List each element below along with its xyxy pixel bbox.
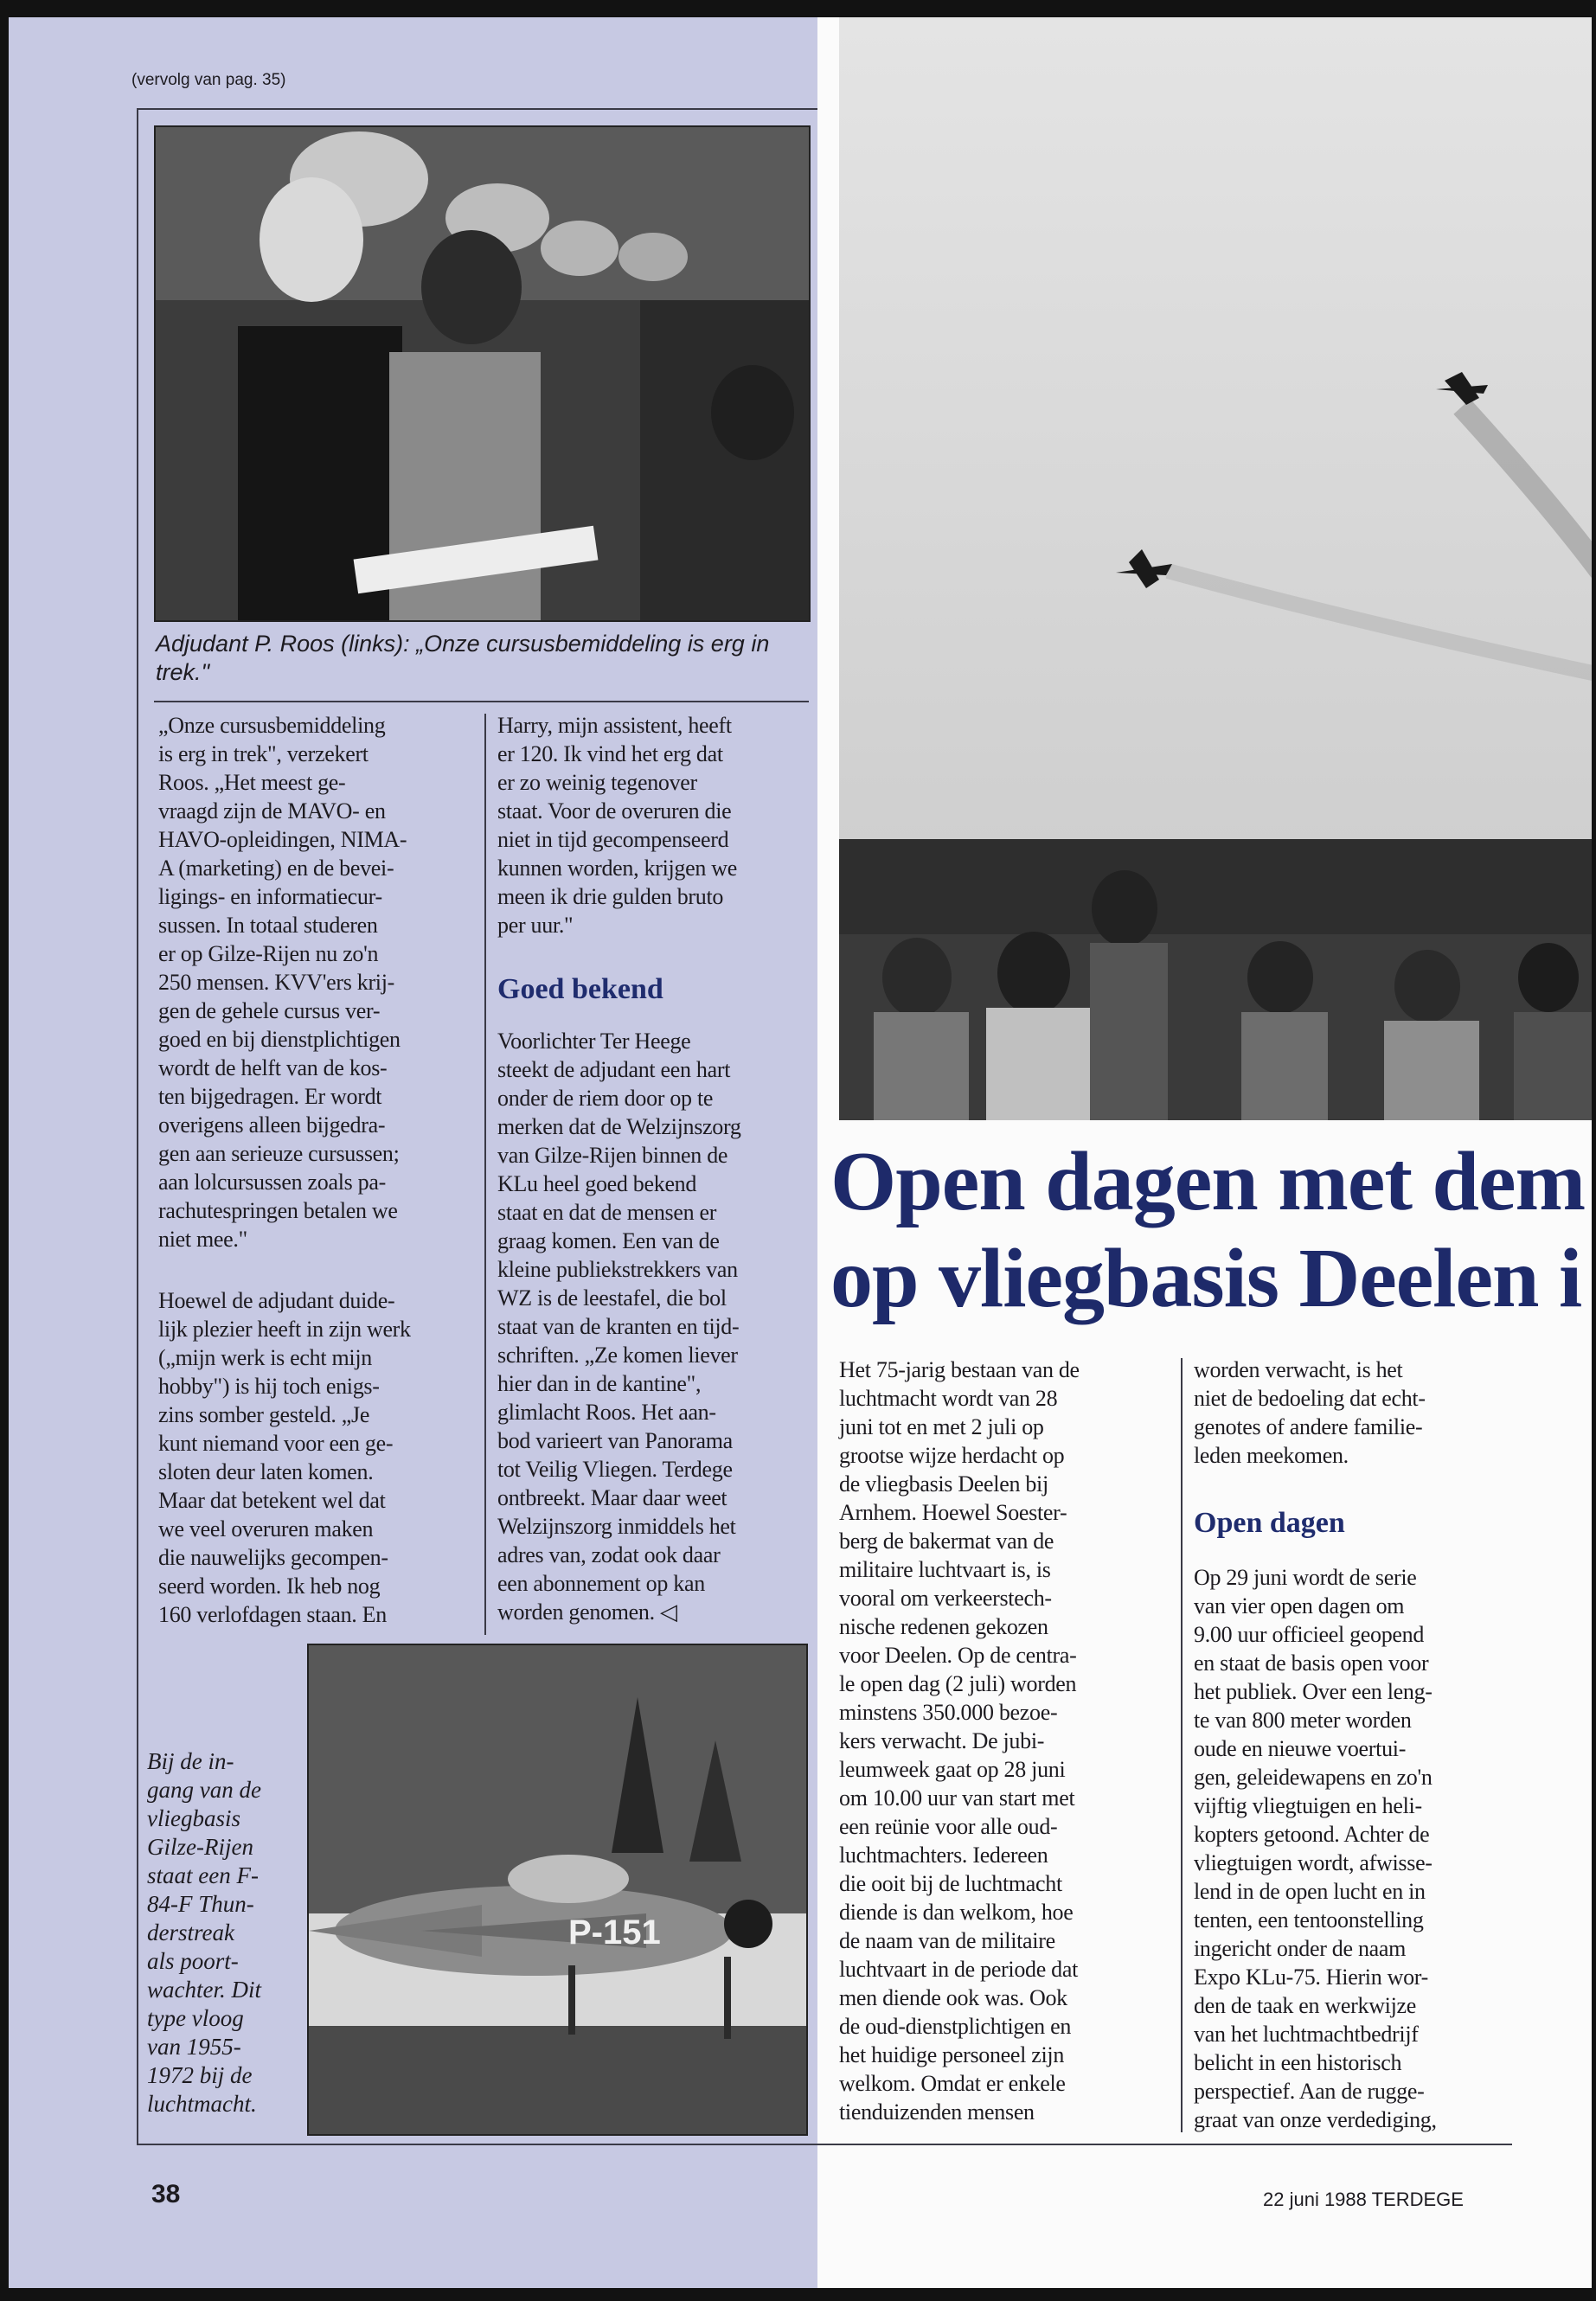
column1-paragraph1: „Onze cursusbemiddeling is erg in trek", verzekert Roos. „Het meest ge- vraagd zijn de MAVO- en HAVO-opleidingen, NIMA- A (marketing) en de bevei- ligings- en informatiecur- sussen. In totaal studeren er op Gilze-Rijen nu zo'n 250 mensen. KVV'ers krij- gen de gehele cursus ver- goed en bij dienstplichtigen wordt de helft van de kos- ten bijgedragen. Er wordt overigens alleen bijgedra- gen aan serieuze cursussen; aan lolcursussen zoals pa- rachutespringen betalen we niet mee." — [158, 713, 407, 1252]
tail-code-label: P-151 — [568, 1913, 661, 1952]
photo-f84f-thunderstreak-icon — [309, 1645, 806, 2134]
frame-rule-left — [137, 108, 138, 2145]
column2-paragraph1: Harry, mijn assistent, heeft er 120. Ik vind het erg dat er zo weinig tegenover staat. Voor de overuren die niet in tijd gecompenseerd kunnen worden, krijgen we meen ik drie gulden bruto per uur." — [497, 713, 737, 938]
frame-rule-bottom — [137, 2144, 1512, 2145]
page-number: 38 — [151, 2180, 181, 2208]
headline-line-1: Open dagen met dem — [830, 1135, 1586, 1228]
column-divider-2 — [1181, 1358, 1183, 2132]
caption-rule — [154, 701, 809, 702]
photo-adjudant-roos — [154, 125, 811, 622]
photo-airshow — [839, 17, 1592, 1120]
headline-line-2: op vliegbasis Deelen i — [830, 1232, 1582, 1325]
magazine-page — [9, 17, 1592, 2288]
column4-paragraph2: Op 29 juni wordt de serie van vier open dagen om 9.00 uur officieel geopend en staat de basis open voor het publiek. Over een leng- te van 800 meter worden oude en nieuwe voertui- gen, geleidewapens en zo'n vijftig vliegtuigen en heli- kopters getoond. Achter de vliegtuigen wordt, afwisse- lend in de open lucht en in tenten, een tentoonstelling ingericht onder de naam Expo KLu-75. Hierin wor- den de taak en werkwijze van het luchtmachtbedrijf belicht in een historisch perspectief. Aan de rugge- graat van onze verdediging, — [1194, 1565, 1437, 2132]
issue-footer: 22 juni 1988 TERDEGE — [1263, 2189, 1464, 2210]
column-divider-1 — [484, 714, 486, 1635]
continuation-note: (vervolg van pag. 35) — [131, 71, 286, 89]
photo-airshow-crowd-jets-icon — [839, 17, 1592, 1120]
subhead-goed-bekend: Goed bekend — [497, 973, 663, 1005]
photo-top-caption: Adjudant P. Roos (links): „Onze cursusbemiddeling is erg in trek." — [156, 631, 770, 685]
subhead-open-dagen: Open dagen — [1194, 1507, 1345, 1539]
headline — [830, 1133, 1592, 1327]
column1-paragraph2: Hoewel de adjudant duide- lijk plezier heeft in zijn werk („mijn werk is echt mijn hobby") is hij toch enigs- zins somber gesteld. „Je kunt niemand voor een ge- sloten deur laten komen. Maar dat betekent wel dat we veel overuren maken die nauwelijks gecompen- seerd worden. Ik heb nog 160 verlofdagen staan. En — [158, 1288, 411, 1627]
photo-bottom-caption: Bij de in- gang van de vliegbasis Gilze-Rijen staat een F- 84-F Thun- derstreak als poort- wachter. Dit type vloog van 1955- 1972 bij de luchtmacht. — [147, 1748, 261, 2117]
column4-paragraph1: worden verwacht, is het niet de bedoeling dat echt- genotes of andere familie- leden meekomen. — [1194, 1357, 1426, 1468]
frame-rule-top — [137, 108, 817, 110]
photo-thunderstreak — [307, 1644, 808, 2136]
photo-two-men-reading-icon — [156, 127, 809, 620]
column2-paragraph2: Voorlichter Ter Heege steekt de adjudant een hart onder de riem door op te merken dat de Welzijnszorg van Gilze-Rijen binnen de KLu heel goed bekend staat en dat de mensen er graag komen. Een van de kleine publiekstrekkers van WZ is de leestafel, die bol staat van de kranten en tijd- schriften. „Ze komen liever hier dan in de kantine", glimlacht Roos. Het aan- bod varieert van Panorama tot Veilig Vliegen. Terdege ontbreekt. Maar daar weet Welzijnszorg inmiddels het adres van, zodat ook daar een abonnement op kan worden genomen. ◁ — [497, 1029, 741, 1625]
column3-paragraph1: Het 75-jarig bestaan van de luchtmacht wordt van 28 juni tot en met 2 juli op grootse wijze herdacht op de vliegbasis Deelen bij Arnhem. Hoewel Soester- berg de bakermat van de militaire luchtvaart is, is vooral om verkeerstech- nische redenen gekozen voor Deelen. Op de centra- le open dag (2 juli) worden minstens 350.000 bezoe- kers verwacht. De jubi- leumweek gaat op 28 juni om 10.00 uur van start met een reünie voor alle oud- luchtmachters. Iedereen die ooit bij de luchtmacht diende is dan welkom, hoe de naam van de militaire luchtvaart in de periode dat men diende ook was. Ook de oud-dienstplichtigen en het huidige personeel zijn welkom. Omdat er enkele tienduizenden mensen — [839, 1357, 1080, 2125]
